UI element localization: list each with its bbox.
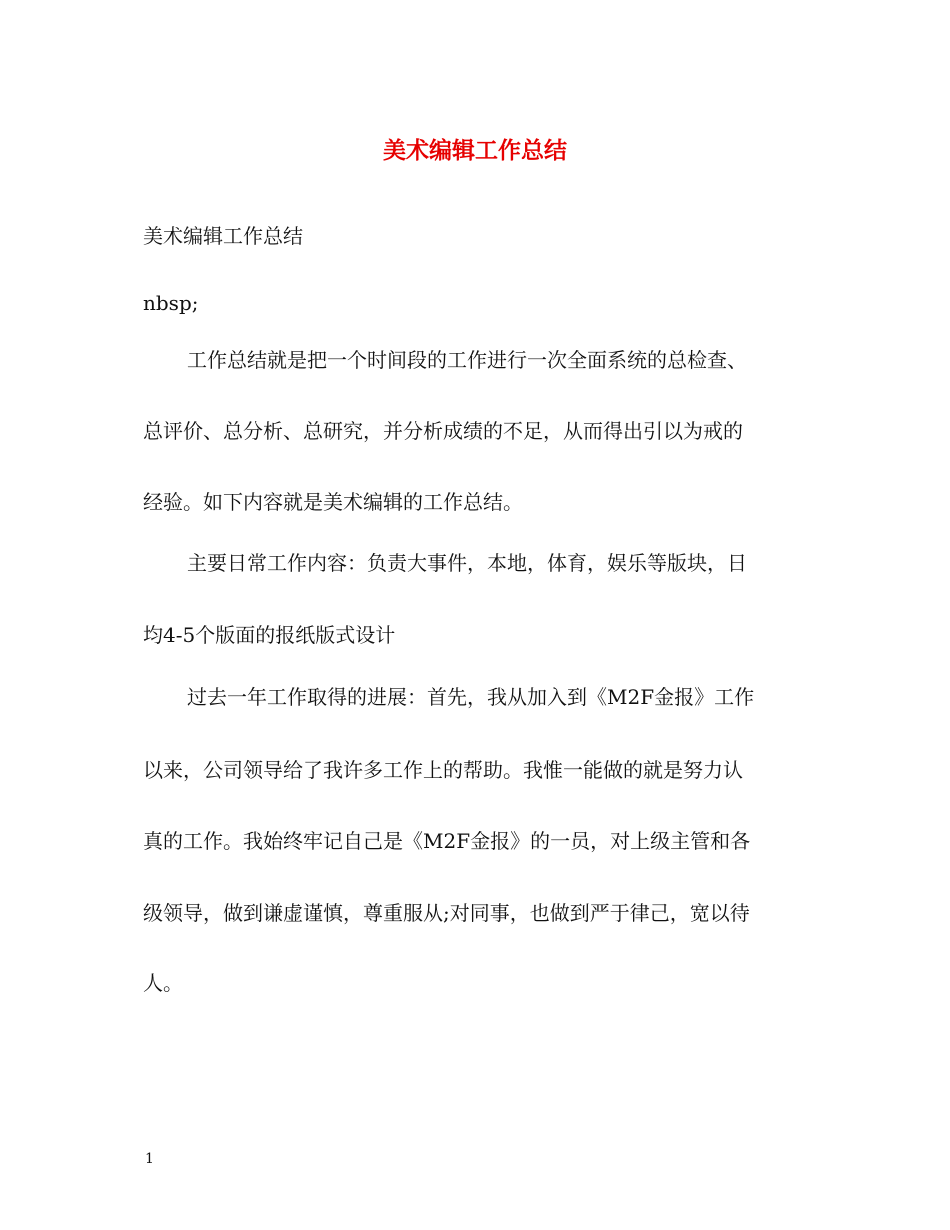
paragraph-line: 均4-5个版面的报纸版式设计 — [143, 623, 396, 647]
paragraph-line: 主要日常工作内容：负责大事件，本地，体育，娱乐等版块，日 — [187, 551, 747, 575]
paragraph-line: 经验。如下内容就是美术编辑的工作总结。 — [143, 490, 523, 514]
page-number: 1 — [145, 1151, 154, 1167]
document-heading-line: 美术编辑工作总结 — [143, 224, 303, 248]
paragraph-line: 工作总结就是把一个时间段的工作进行一次全面系统的总检查、 — [187, 348, 747, 372]
paragraph-line: 以来，公司领导给了我许多工作上的帮助。我惟一能做的就是努力认 — [143, 758, 743, 782]
paragraph-line: 级领导，做到谦虚谨慎，尊重服从;对同事，也做到严于律己，宽以待 — [143, 901, 750, 925]
document-title: 美术编辑工作总结 — [383, 137, 567, 164]
paragraph-line: 过去一年工作取得的进展：首先，我从加入到《M2F金报》工作 — [187, 685, 755, 709]
paragraph-line: 总评价、总分析、总研究，并分析成绩的不足，从而得出引以为戒的 — [143, 419, 743, 443]
paragraph-line: 真的工作。我始终牢记自己是《M2F金报》的一员，对上级主管和各 — [143, 829, 751, 853]
text-line: nbsp; — [143, 291, 199, 315]
paragraph-line: 人。 — [143, 971, 183, 995]
